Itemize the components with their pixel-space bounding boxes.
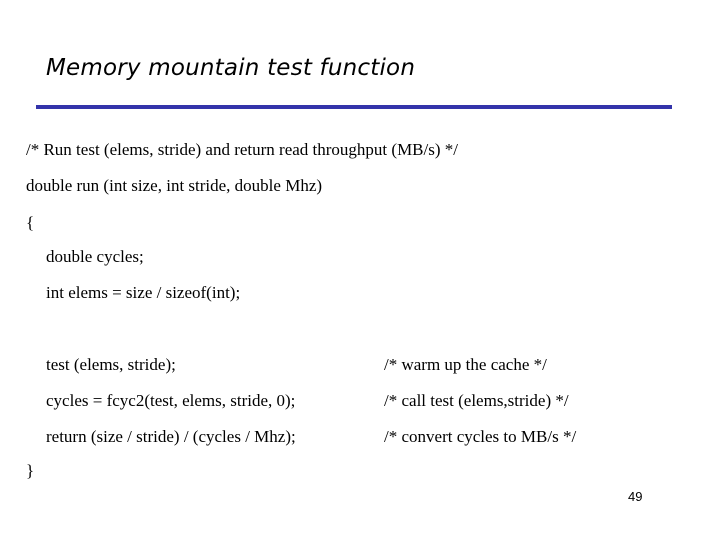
decl-elems: int elems = size / sizeof(int); <box>46 283 241 302</box>
close-brace: } <box>26 461 35 480</box>
page-number: 49 <box>628 489 643 504</box>
statement-comment: /* call test (elems,stride) */ <box>384 391 569 410</box>
statement-code: cycles = fcyc2(test, elems, stride, 0); <box>46 391 296 410</box>
decl-cycles: double cycles; <box>46 247 144 266</box>
open-brace: { <box>26 213 35 232</box>
header-comment: /* Run test (elems, stride) and return read throughput (MB/s) */ <box>26 140 458 159</box>
slide-title: Memory mountain test function <box>46 55 416 81</box>
statement-code: return (size / stride) / (cycles / Mhz); <box>46 427 296 446</box>
statement-comment: /* convert cycles to MB/s */ <box>384 427 577 446</box>
function-signature: double run (int size, int stride, double Mhz) <box>26 176 323 195</box>
statement-code: test (elems, stride); <box>46 355 176 374</box>
title-underline <box>36 105 672 109</box>
statement-comment: /* warm up the cache */ <box>384 355 547 374</box>
